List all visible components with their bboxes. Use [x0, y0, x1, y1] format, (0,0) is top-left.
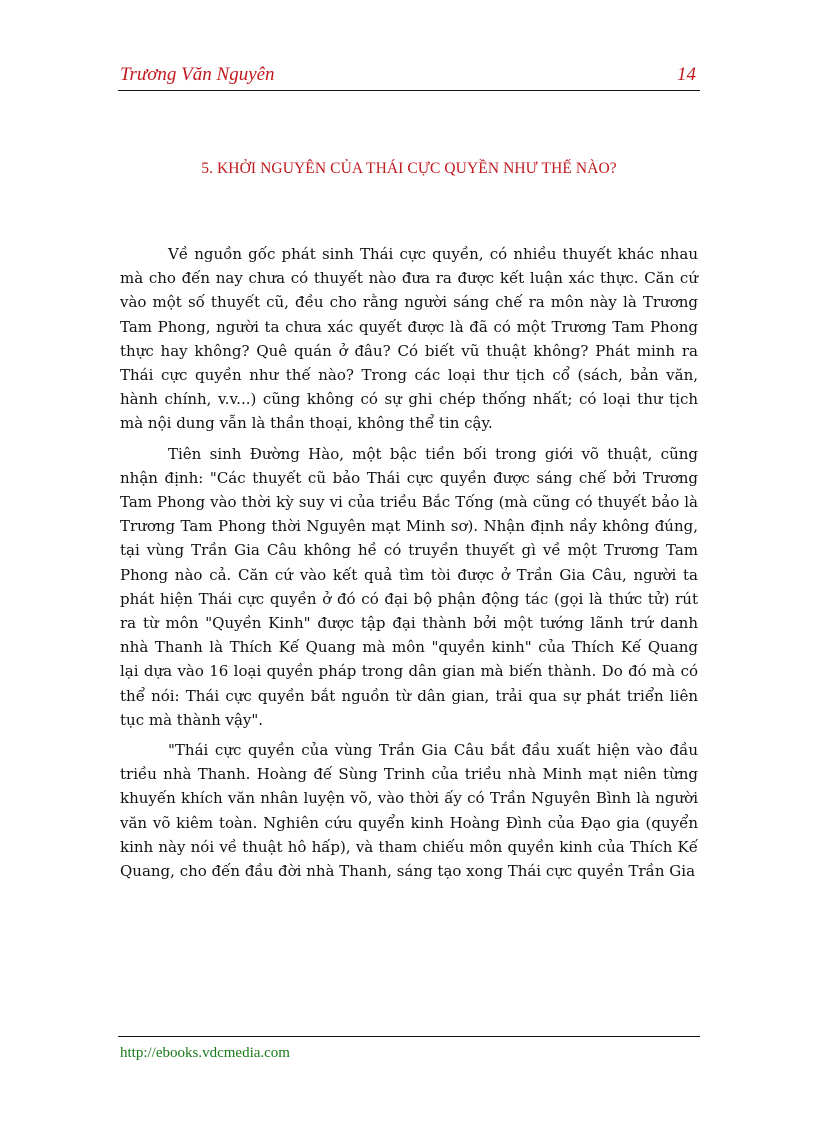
footer-url-link[interactable]: http://ebooks.vdcmedia.com	[120, 1045, 290, 1061]
paragraph: "Thái cực quyền của vùng Trần Gia Câu bắt đầu xuất hiện vào đầu triều nhà Thanh. Hoàng đế Sùng Trinh của triều nhà Minh mạt niên từng khuyến khích văn nhân luyện võ, vào thời ấy có Trần Nguyên Bình là người văn võ kiêm toàn. Nghiên cứu quyển kinh Hoàng Đình của Đạo gia (quyển kinh này nói về thuật hô hấp), và tham chiếu môn quyền kinh của Thích Kế Quang, cho đến đầu đời nhà Thanh, sáng tạo xong Thái cực quyền Trần Gia	[120, 741, 698, 881]
page-header	[118, 62, 700, 91]
section-title: 5. KHỞI NGUYÊN CỦA THÁI CỰC QUYỀN NHƯ THẾ NÀO?	[201, 160, 617, 177]
paragraph: Tiên sinh Đường Hào, một bậc tiền bối trong giới võ thuật, cũng nhận định: "Các thuyết cũ bảo Thái cực quyền được sáng chế bởi Trương Tam Phong vào thời kỳ suy vi của triều Bắc Tống (mà cũng có thuyết bảo là Trương Tam Phong thời Nguyên mạt Minh sơ). Nhận định nầy không đúng, tại vùng Trần Gia Câu không hề có truyền thuyết gì về một Trương Tam Phong nào cả. Căn cứ vào kết quả tìm tòi được ở Trần Gia Câu, người ta phát hiện Thái cực quyền ở đó có đại bộ phận động tác (gọi là thức tử) rút ra từ môn "Quyền Kinh" được tập đại thành bởi một tướng lãnh trứ danh nhà Thanh là Thích Kế Quang mà môn "quyền kinh" của Thích Kế Quang lại dựa vào 16 loại quyền pháp trong dân gian mà biến thành. Do đó mà có thể nói: Thái cực quyền bắt nguồn từ dân gian, trải qua sự phát triển liên tục mà thành vậy".	[120, 444, 698, 729]
page-number: 14	[677, 64, 696, 85]
page-footer	[118, 1036, 700, 1061]
body-text	[120, 242, 698, 889]
author-name: Trương Văn Nguyên	[120, 64, 275, 85]
paragraph: Về nguồn gốc phát sinh Thái cực quyền, có nhiều thuyết khác nhau mà cho đến nay chưa có thuyết nào đưa ra được kết luận xác thực. Căn cứ vào một số thuyết cũ, đều cho rằng người sáng chế ra môn này là Trương Tam Phong, người ta chưa xác quyết được là đã có một Trương Tam Phong thực hay không? Quê quán ở đâu? Có biết vũ thuật không? Phát minh ra Thái cực quyền như thế nào? Trong các loại thư tịch cổ (sách, bản văn, hành chính, v.v...) cũng không có sự ghi chép thống nhất; có loại thư tịch mà nội dung vẫn là thần thoại, không thể tin cậy.	[120, 245, 698, 433]
